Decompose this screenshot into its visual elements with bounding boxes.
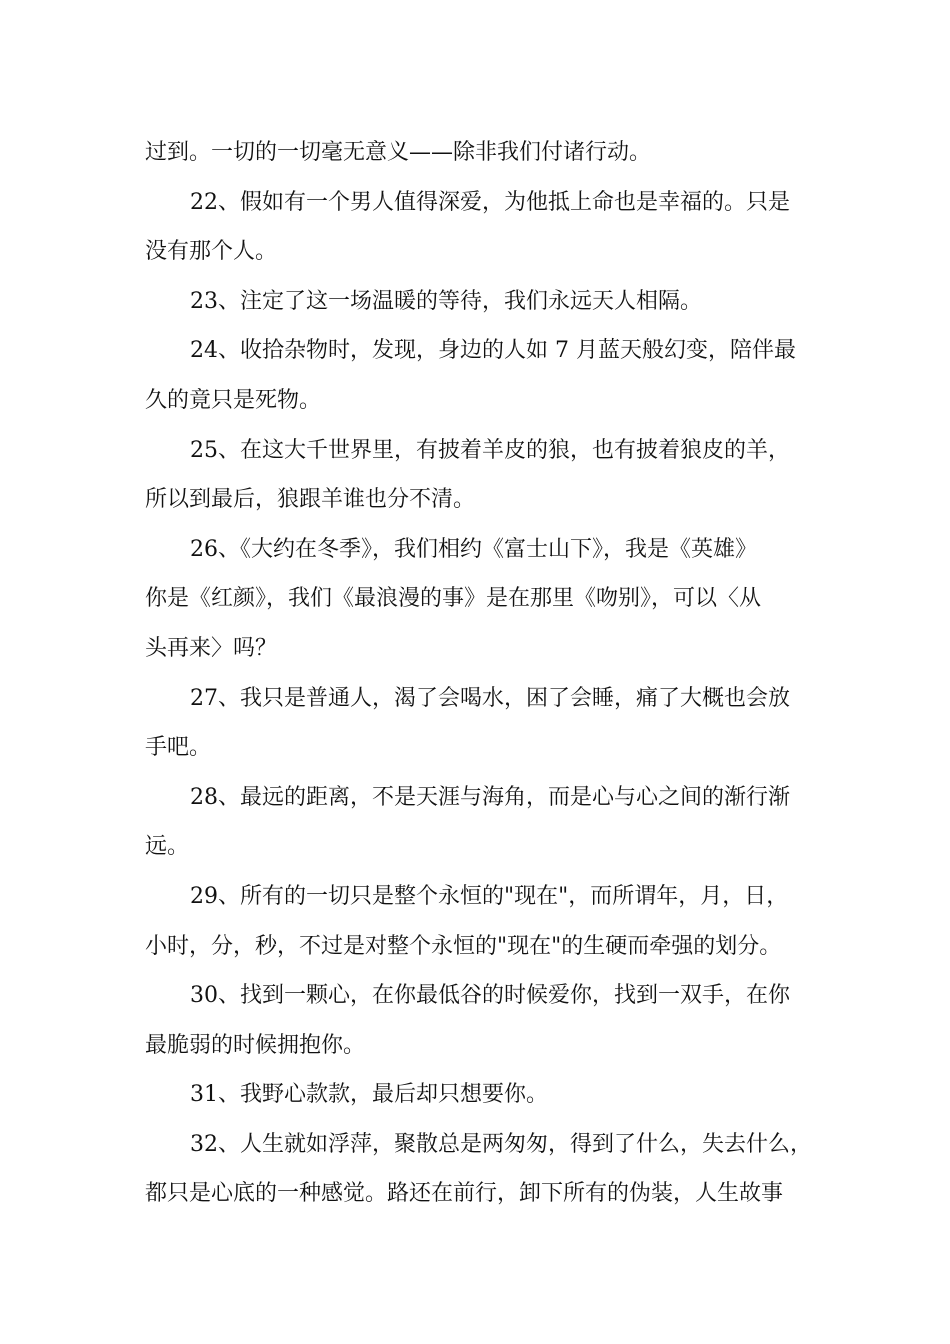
text-line: 小时，分，秒，不过是对整个永恒的"现在"的生硬而牵强的划分。: [145, 933, 782, 959]
text-line: 32、人生就如浮萍，聚散总是两匆匆，得到了什么，失去什么，: [190, 1131, 812, 1157]
text-line: 24、收拾杂物时，发现，身边的人如 7 月蓝天般幻变，陪伴最: [190, 338, 796, 364]
paragraph-25: [145, 426, 825, 525]
text-line: 26、《大约在冬季》，我们相约《富士山下》，我是《英雄》: [190, 536, 757, 562]
paragraph-29: [145, 872, 825, 971]
paragraph-24: [145, 326, 825, 425]
text-line: 头再来〉吗？: [145, 635, 278, 661]
text-line: 27、我只是普通人，渴了会喝水，困了会睡，痛了大概也会放: [190, 685, 790, 711]
paragraph-23: [145, 277, 825, 327]
text-line: 手吧。: [145, 735, 212, 761]
text-line: 过到。一切的一切毫无意义——除非我们付诸行动。: [145, 140, 652, 165]
paragraph-22: [145, 178, 825, 277]
document-body: [145, 128, 825, 1219]
text-line: 29、所有的一切只是整个永恒的"现在"，而所谓年，月，日，: [190, 883, 789, 909]
paragraph-32: [145, 1120, 825, 1219]
text-line: 没有那个人。: [145, 239, 278, 265]
text-line: 最脆弱的时候拥抱你。: [145, 1032, 366, 1058]
text-line: 你是《红颜》，我们《最浪漫的事》是在那里《吻别》，可以〈从: [145, 586, 762, 612]
text-line: 都只是心底的一种感觉。路还在前行，卸下所有的伪装，人生故事: [145, 1181, 784, 1207]
text-line: 30、找到一颗心，在你最低谷的时候爱你，找到一双手，在你: [190, 983, 790, 1009]
paragraph-30: [145, 971, 825, 1070]
text-line: 25、在这大千世界里，有披着羊皮的狼，也有披着狼皮的羊，: [190, 437, 790, 463]
text-line: 31、我野心款款，最后却只想要你。: [190, 1082, 548, 1108]
text-line: 23、注定了这一场温暖的等待，我们永远天人相隔。: [190, 288, 702, 314]
paragraph-26: [145, 525, 825, 674]
text-line: 远。: [145, 834, 190, 860]
paragraph-31: [145, 1070, 825, 1120]
text-line: 久的竟只是死物。: [145, 387, 322, 413]
text-line: 28、最远的距离，不是天涯与海角，而是心与心之间的渐行渐: [190, 784, 790, 810]
paragraph-27: [145, 674, 825, 773]
text-line: 所以到最后，狼跟羊谁也分不清。: [145, 487, 476, 513]
text-line: 22、假如有一个男人值得深爱，为他抵上命也是幸福的。只是: [190, 189, 790, 215]
paragraph-21-continuation: [145, 128, 825, 178]
paragraph-28: [145, 773, 825, 872]
